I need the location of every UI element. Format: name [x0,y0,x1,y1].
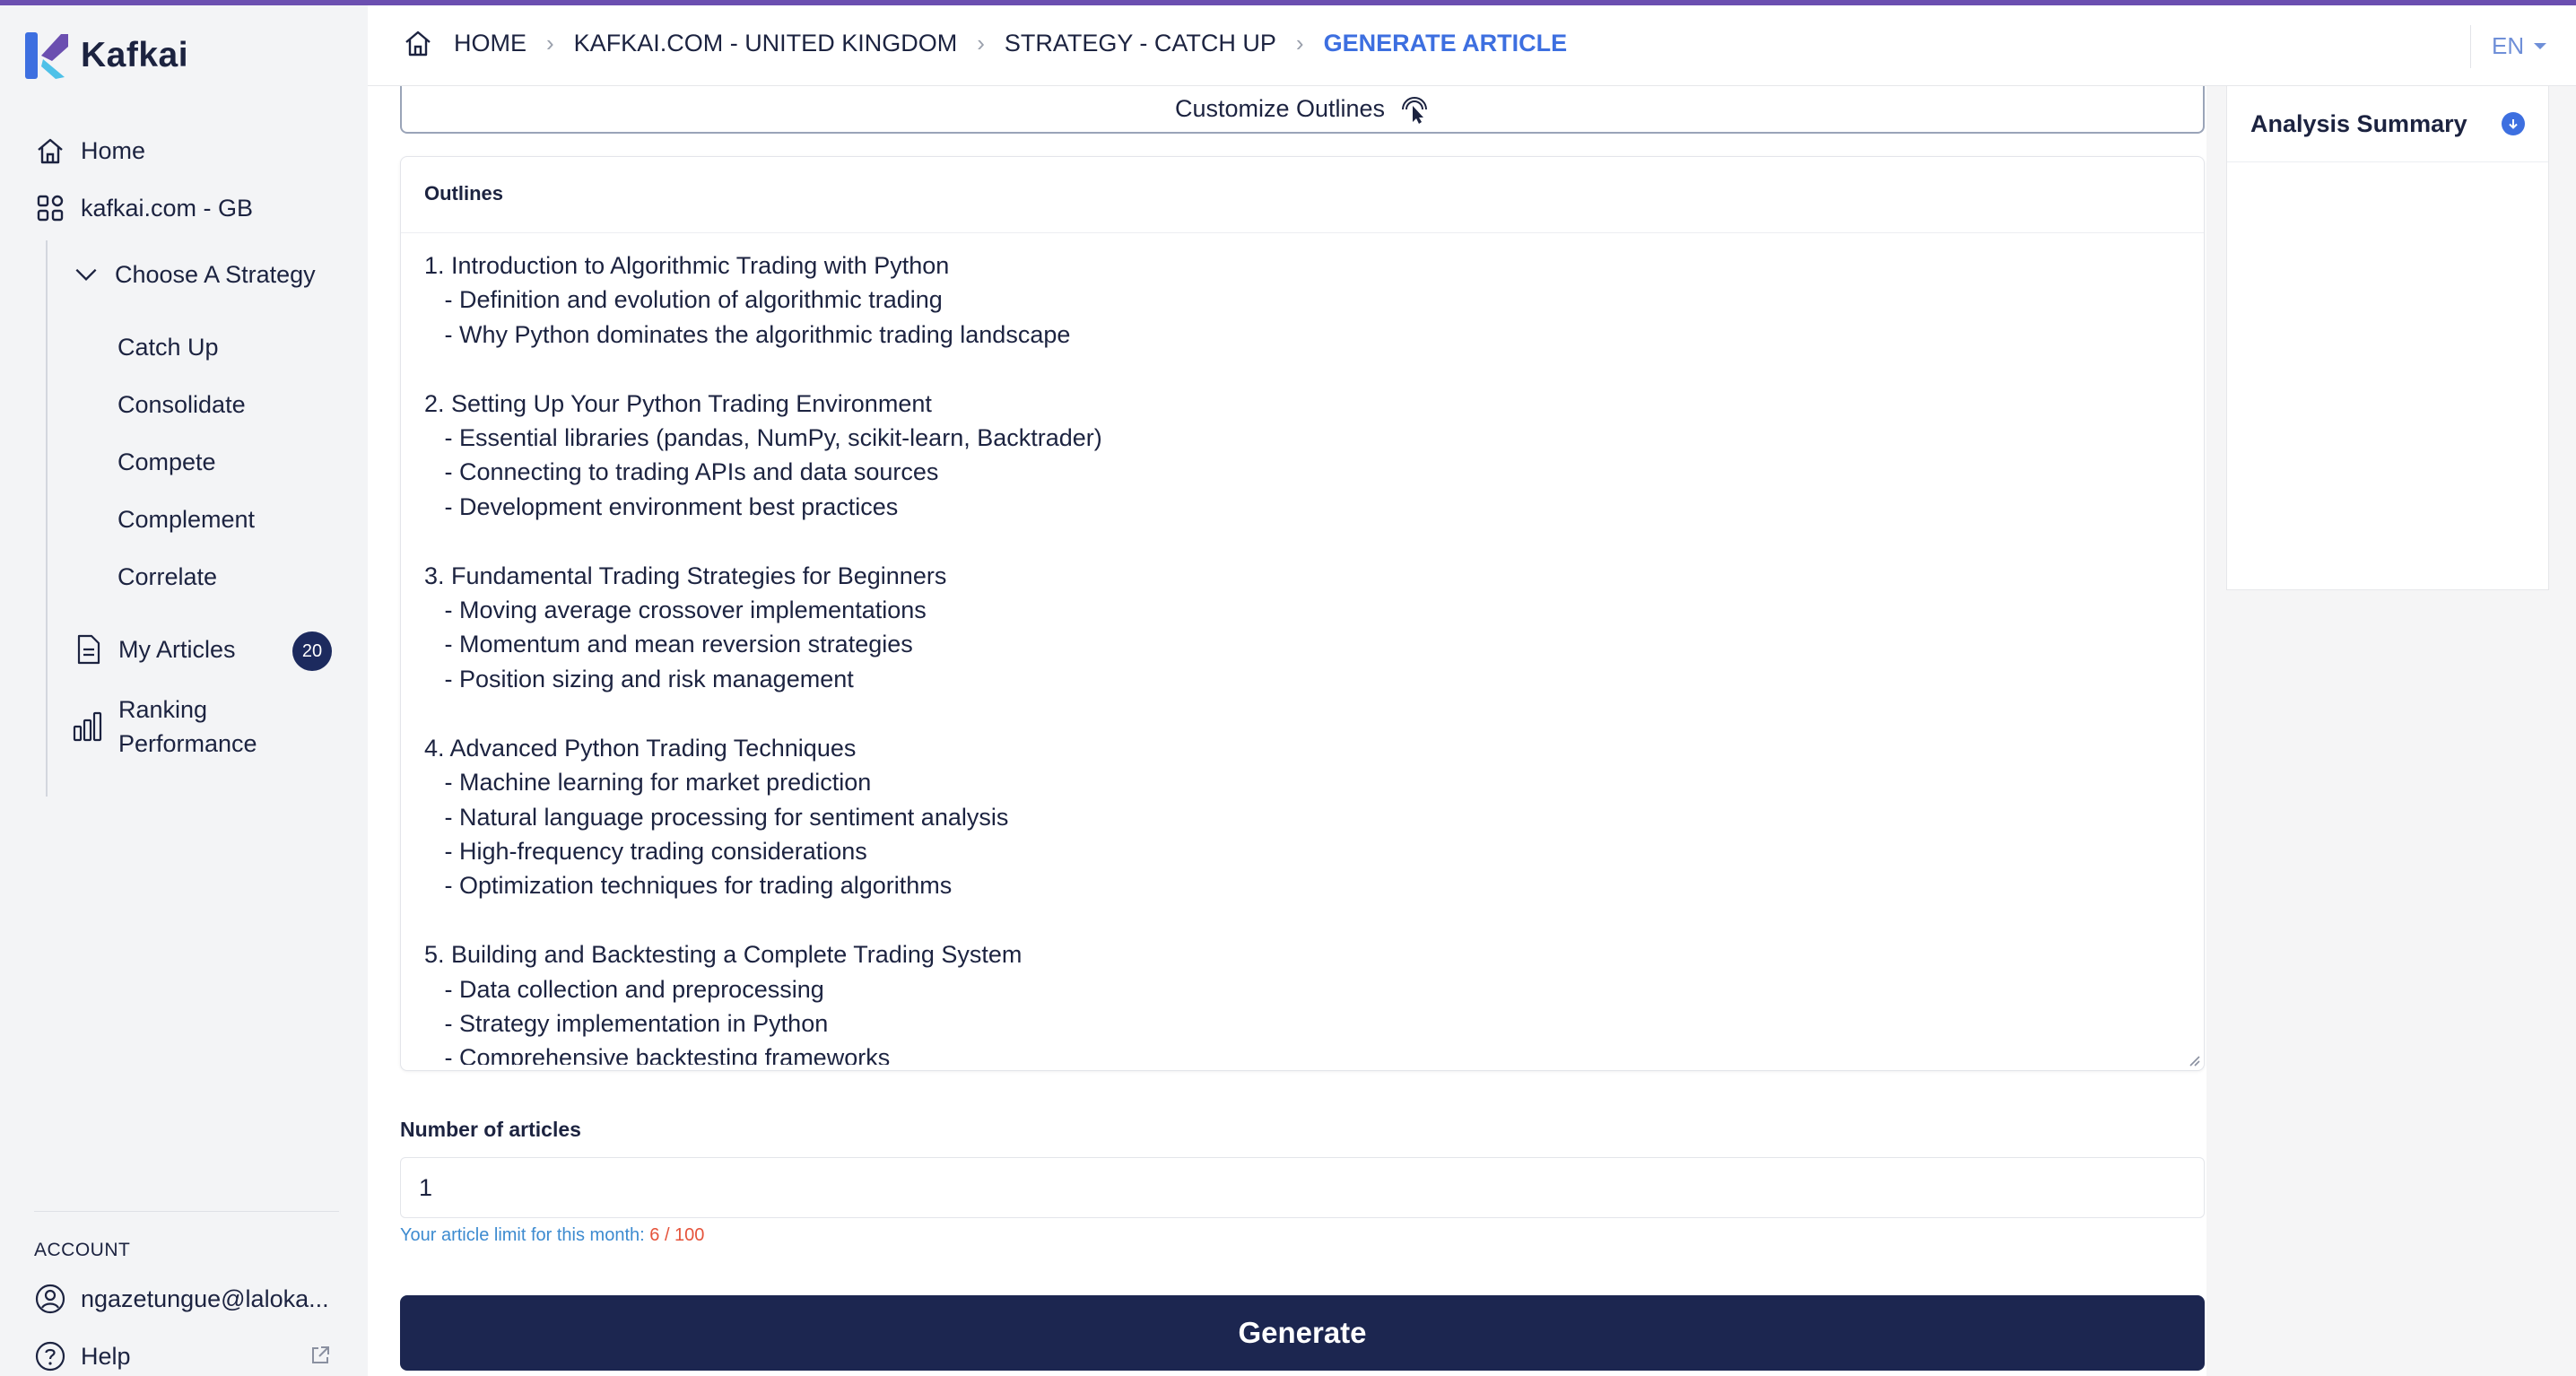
sidebar-item-label: Help [81,1342,131,1370]
analysis-summary-header [2227,86,2548,162]
outlines-label: Outlines [401,157,2204,233]
help-circle-icon [34,1340,66,1372]
sidebar-item-my-articles[interactable] [72,633,236,666]
ranking-label-line2: Performance [118,730,257,757]
language-label: EN [2492,32,2525,59]
home-icon [34,135,66,167]
analysis-summary-panel [2226,86,2549,590]
customize-outlines-label: Customize Outlines [1174,95,1386,122]
sidebar-item-label: Home [81,136,146,164]
account-email: ngazetungue@laloka... [81,1285,329,1312]
sidebar-item-complement[interactable]: Complement [117,506,256,533]
articles-count-badge: 20 [292,631,332,671]
breadcrumb-site[interactable]: KAFKAI.COM - UNITED KINGDOM [573,29,958,57]
main-content [368,86,2206,1376]
language-selector[interactable] [2492,32,2547,60]
bar-chart-icon [72,710,104,743]
breadcrumb-current: GENERATE ARTICLE [1323,29,1568,57]
sidebar-item-site[interactable] [34,192,253,224]
language-divider [2470,25,2471,68]
sidebar-item-compete[interactable]: Compete [117,449,216,475]
ranking-label-line1: Ranking [118,696,208,723]
resize-handle-icon[interactable] [2186,1052,2200,1067]
generate-button[interactable]: Generate [400,1295,2205,1371]
sidebar-item-catch-up[interactable]: Catch Up [117,334,219,361]
article-limit-note [400,1225,704,1246]
breadcrumb [402,27,1567,59]
article-limit-text: Your article limit for this month: [400,1225,645,1245]
document-icon [72,633,104,666]
chevron-right-icon: › [1295,29,1304,57]
outlines-card [400,156,2205,1071]
sidebar-item-home[interactable] [34,135,145,167]
chevron-right-icon: › [977,29,985,57]
outlines-textarea[interactable] [401,234,2204,1065]
breadcrumb-home[interactable]: HOME [454,29,527,57]
kafkai-logo-icon [25,30,70,81]
sidebar-item-ranking-performance[interactable] [72,692,257,761]
analysis-summary-title: Analysis Summary [2250,109,2467,137]
sidebar-item-help[interactable] [34,1340,131,1372]
top-bar [368,5,2576,86]
sidebar-item-correlate[interactable]: Correlate [117,563,218,590]
strategy-group-label: Choose A Strategy [115,260,316,288]
app-name: Kafkai [81,36,189,74]
cursor-click-icon [1399,94,1430,125]
sidebar-item-label: My Articles [118,635,236,663]
external-link-icon [309,1344,332,1367]
account-user[interactable] [34,1283,329,1315]
sidebar [0,5,368,1376]
account-section-label: ACCOUNT [34,1240,131,1260]
number-of-articles-input[interactable] [400,1157,2205,1218]
customize-outlines-button[interactable] [400,86,2205,134]
account-divider [34,1211,339,1212]
chevron-down-icon [72,260,100,289]
article-limit-count: 6 / 100 [649,1225,705,1245]
grid-icon [34,192,66,224]
caret-down-icon [2533,42,2547,51]
chevron-right-icon: › [546,29,554,57]
strategy-group-toggle[interactable] [72,260,316,289]
sidebar-item-consolidate[interactable]: Consolidate [117,391,246,418]
logo[interactable] [25,30,188,81]
sidebar-item-label: kafkai.com - GB [81,194,254,222]
expand-icon[interactable] [2502,112,2525,135]
home-icon[interactable] [402,27,434,59]
user-circle-icon [34,1283,66,1315]
tree-line [46,240,48,797]
breadcrumb-strategy[interactable]: STRATEGY - CATCH UP [1004,29,1276,57]
number-of-articles-label: Number of articles [400,1118,581,1141]
